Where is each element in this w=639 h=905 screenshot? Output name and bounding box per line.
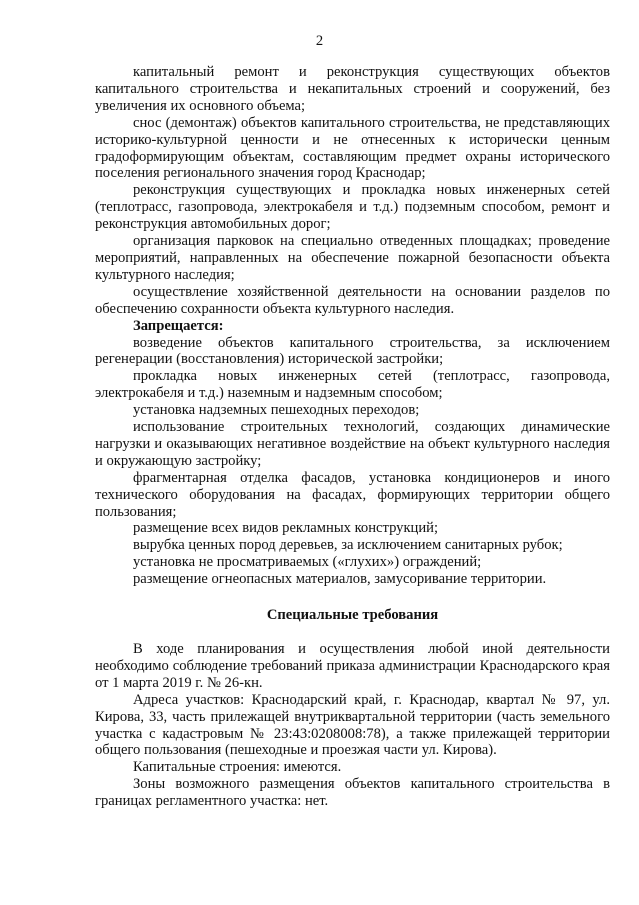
prohibited-item: возведение объектов капитального строительства, за исключением регенерации (восстановления) исторической застройки; [95,334,610,368]
prohibited-item: установка не просматриваемых («глухих») ограждений; [133,554,482,571]
permitted-item: снос (демонтаж) объектов капитального строительства, не представляющих историко-культурной ценности и не отнесенных к исторически ценным градоформирующим объектам, составляющим предмет охраны исторического поселения регионального значения город Краснодар; [95,114,610,182]
permitted-item: осуществление хозяйственной деятельности на основании разделов по обеспечению сохранности объекта культурного наследия. [95,283,610,317]
prohibited-item: прокладка новых инженерных сетей (теплотрасс, газопровода, электрокабеля и т.д.) наземным и надземным способом; [95,368,610,402]
prohibited-heading: Запрещается: [133,317,224,334]
permitted-item: организация парковок на специально отведенных площадках; проведение мероприятий, направленных на обеспечение пожарной безопасности объекта культурного наследия; [95,233,610,283]
special-paragraph: Капитальные строения: имеются. [133,759,342,776]
permitted-item: капитальный ремонт и реконструкция существующих объектов капитального строительства и некапитальных строений и сооружений, без увеличения их основного объема; [95,64,610,114]
prohibited-item: размещение всех видов рекламных конструкций; [133,520,439,537]
document-body [95,64,610,810]
special-paragraph: Зоны возможного размещения объектов капитального строительства в границах регламентного участка: нет. [95,776,610,810]
prohibited-item: установка надземных пешеходных переходов; [133,402,420,419]
permitted-item: реконструкция существующих и прокладка новых инженерных сетей (теплотрасс, газопровода, электрокабеля и т.д.) подземным способом, ремонт и реконструкция автомобильных дорог; [95,182,610,233]
prohibited-item: вырубка ценных пород деревьев, за исключением санитарных рубок; [133,537,563,554]
special-paragraph: В ходе планирования и осуществления любой иной деятельности необходимо соблюдение требований приказа администрации Краснодарского края от 1 марта 2019 г. № 26-кн. [95,641,610,691]
page-number: 2 [315,33,324,49]
prohibited-item: размещение огнеопасных материалов, замусоривание территории. [133,571,547,588]
section-title: Специальные требования [266,607,439,624]
prohibited-item: использование строительных технологий, создающих динамические нагрузки и оказывающих негативное воздействие на объект культурного наследия и окружающую застройку; [95,419,610,469]
prohibited-item: фрагментарная отделка фасадов, установка кондиционеров и иного технического оборудования на фасадах, формирующих территории общего пользования; [95,469,610,520]
special-paragraph: Адреса участков: Краснодарский край, г. Краснодар, квартал № 97, ул. Кирова, 33, часть прилежащей внутриквартальной территории (часть земельного участка с кадастровым № 23:43:0208008:78), а также прилежащей территории общего пользования (пешеходные и проезжая части ул. Кирова). [95,691,610,759]
